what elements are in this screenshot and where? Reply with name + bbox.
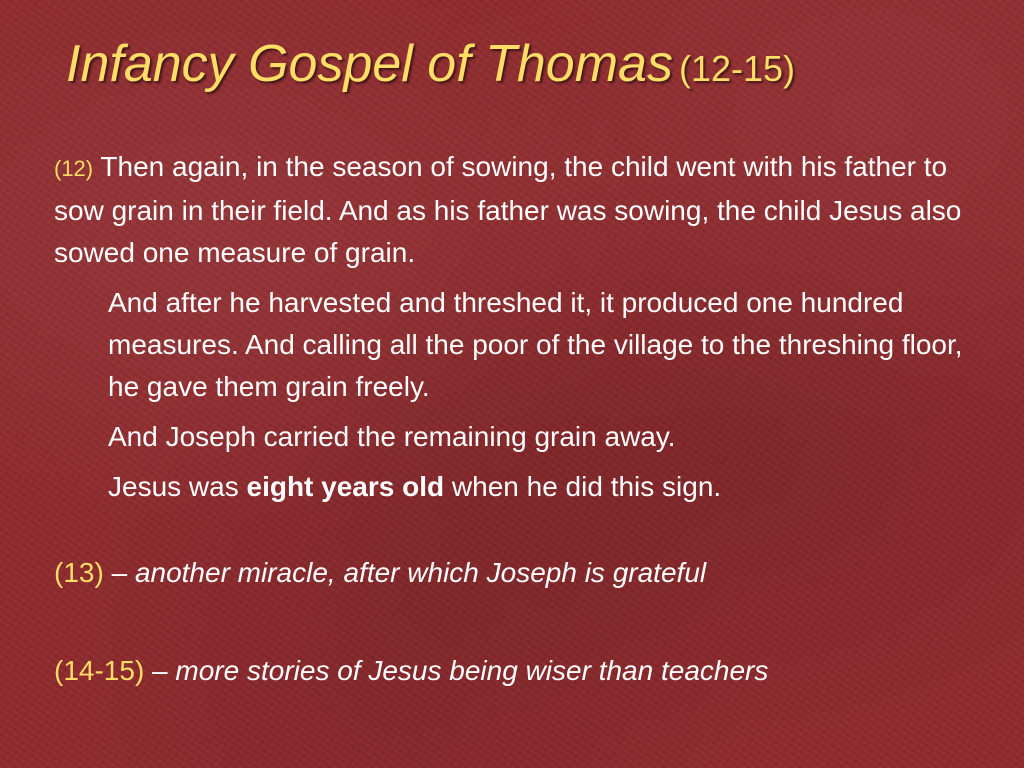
chapter-12-paragraph-1 [54, 146, 984, 274]
paragraph-4-tail: when he did this sign. [444, 471, 722, 502]
chapter-12-paragraph-1-text: Then again, in the season of sowing, the child went with his father to sow grain in their field. And as his father was sowing, the child Jesus also sowed one measure of grain. [54, 151, 962, 268]
chapter-14-15-reference: (14-15) [54, 655, 145, 686]
chapter-12-paragraph-4 [54, 466, 984, 508]
chapter-14-15-description: more stories of Jesus being wiser than teachers [175, 655, 769, 686]
title-main: Infancy Gospel of Thomas [66, 35, 673, 93]
chapter-13-description: another miracle, after which Joseph is grateful [134, 557, 707, 588]
chapter-13-reference: (13) [54, 557, 104, 588]
chapter-14-15-summary [54, 650, 768, 692]
age-highlight: eight years old [246, 471, 445, 502]
paragraph-4-lead: Jesus was [108, 471, 247, 502]
chapter-13-dash: – [103, 557, 135, 588]
title-chapter-range: (12-15) [678, 48, 796, 89]
chapter-12-paragraph-3: And Joseph carried the remaining grain away. [108, 421, 676, 452]
chapter-12-paragraph-2: And after he harvested and threshed it, it produced one hundred measures. And calling all the poor of the village to the threshing floor, he gave them grain freely. [108, 287, 963, 402]
chapter-13-summary [54, 552, 706, 594]
chapter-14-15-dash: – [144, 655, 176, 686]
chapter-12-text [54, 146, 984, 516]
slide-title [66, 34, 795, 94]
chapter-12-reference: (12) [54, 156, 94, 181]
